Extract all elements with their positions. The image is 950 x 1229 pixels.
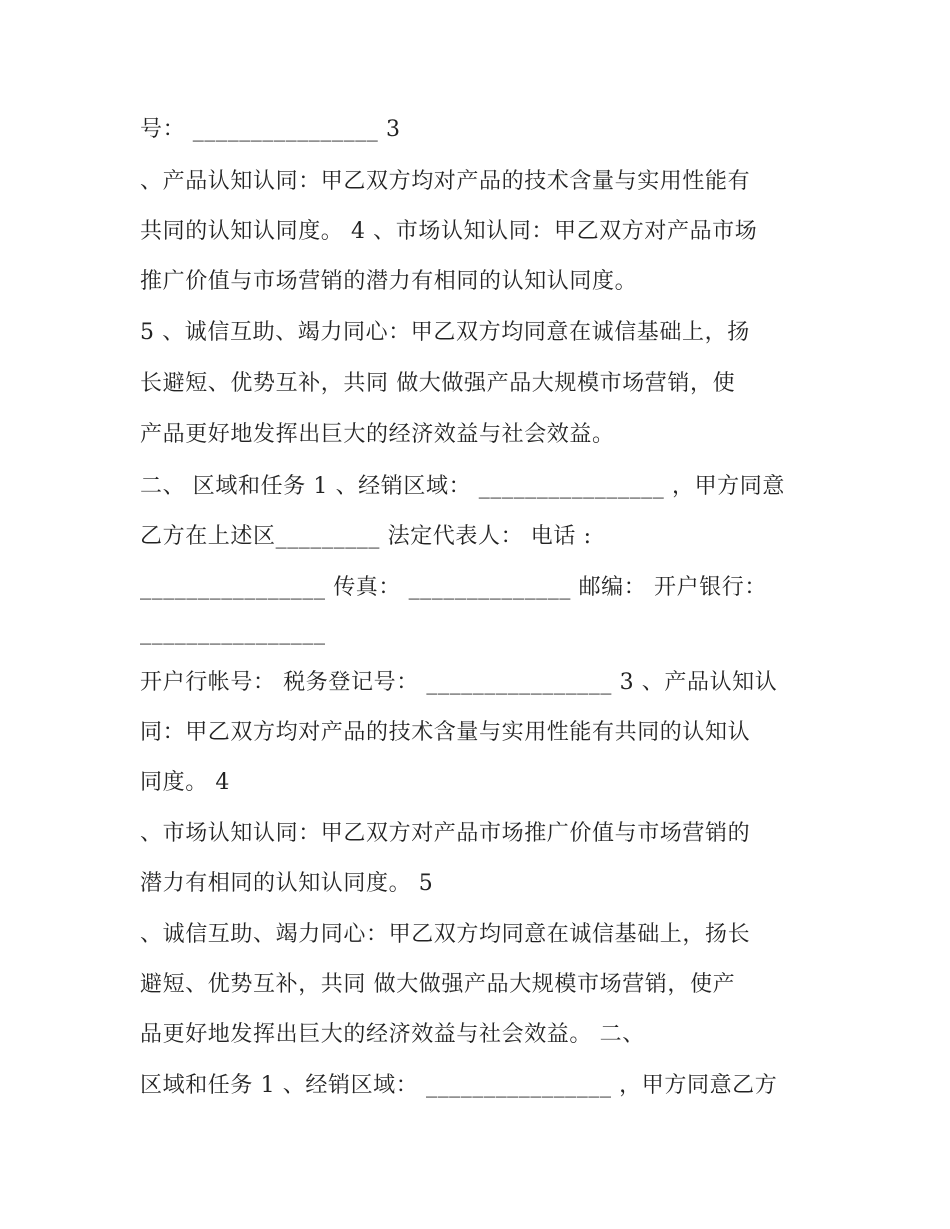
text-line: 产品更好地发挥出巨大的经济效益与社会效益。 [140, 422, 615, 447]
text-line: 乙方在上述区_________ 法定代表人： 电话 : [140, 524, 592, 549]
text-line: 长避短、优势互补，共同 做大做强产品大规模市场营销，使 [140, 371, 736, 396]
text-line: ________________ 传真： ______________ 邮编： 开户银行： [140, 575, 767, 600]
text-line: 二、 区域和任务 1 、经销区域： ________________ ，甲方同意 [140, 474, 785, 499]
text-line: 同：甲乙双方均对产品的技术含量与实用性能有共同的认知认 [140, 720, 751, 745]
text-line: 避短、优势互补，共同 做大做强产品大规模市场营销，使产 [140, 972, 736, 997]
text-line: 号： ________________ 3 [140, 117, 401, 142]
text-line: 、诚信互助、竭力同心：甲乙双方均同意在诚信基础上，扬长 [140, 922, 751, 947]
text-line: 推广价值与市场营销的潜力有相同的认知认同度。 [140, 269, 638, 294]
text-line: 区域和任务 1 、经销区域： ________________ ，甲方同意乙方 [140, 1073, 778, 1098]
text-line: 开户行帐号： 税务登记号： ________________ 3 、产品认知认 [140, 670, 778, 695]
text-line: 同度。 4 [140, 770, 230, 795]
text-line: 、产品认知认同：甲乙双方均对产品的技术含量与实用性能有 [140, 169, 751, 194]
text-line: 潜力有相同的认知认同度。 5 [140, 871, 434, 896]
text-line: 共同的认知认同度。 4 、市场认知认同：甲乙双方对产品市场 [140, 219, 758, 244]
text-line: 品更好地发挥出巨大的经济效益与社会效益。 二、 [140, 1022, 645, 1047]
text-line: 5 、诚信互助、竭力同心：甲乙双方均同意在诚信基础上，扬 [140, 320, 750, 345]
text-line: ________________ [140, 620, 326, 645]
text-line: 、市场认知认同：甲乙双方对产品市场推广价值与市场营销的 [140, 821, 751, 846]
